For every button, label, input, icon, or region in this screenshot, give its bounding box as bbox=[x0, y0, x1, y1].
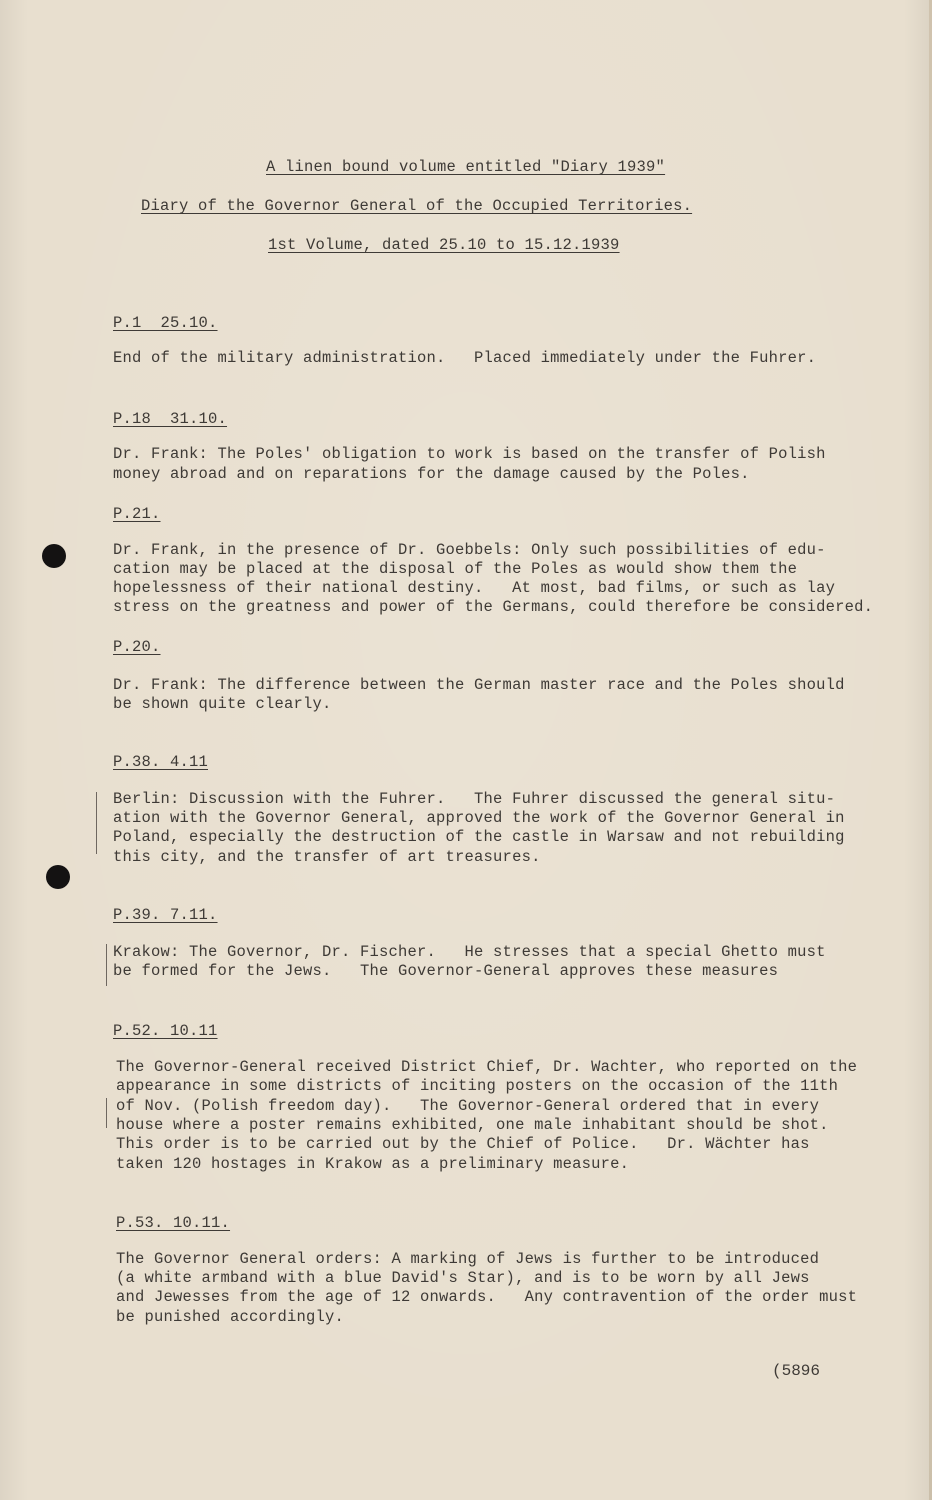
entry-ref: P.21. bbox=[113, 505, 161, 523]
entry-line: Poland, especially the destruction of the castle in Warsaw and not rebuilding bbox=[113, 828, 845, 846]
margin-mark bbox=[96, 792, 97, 854]
entry-line: this city, and the transfer of art treasures. bbox=[113, 848, 541, 866]
entry-line: be formed for the Jews. The Governor-General approves these measures bbox=[113, 962, 779, 980]
entry-line: hopelessness of their national destiny. At most, bad films, or such as lay bbox=[113, 579, 836, 597]
volume-title: A linen bound volume entitled "Diary 1939" bbox=[266, 158, 666, 176]
entry-ref: P.53. 10.11. bbox=[116, 1214, 231, 1232]
entry-line: Dr. Frank: The difference between the German master race and the Poles should bbox=[113, 676, 845, 694]
entry-line: This order is to be carried out by the Chief of Police. Dr. Wächter has bbox=[116, 1135, 810, 1153]
entry-line: house where a poster remains exhibited, one male inhabitant should be shot. bbox=[116, 1116, 829, 1134]
punch-hole-bottom bbox=[46, 865, 70, 889]
entry-line: stress on the greatness and power of the Germans, could therefore be considered. bbox=[113, 598, 874, 616]
entry-line: Dr. Frank: The Poles' obligation to work is based on the transfer of Polish bbox=[113, 445, 826, 463]
entry-line: of Nov. (Polish freedom day). The Governor-General ordered that in every bbox=[116, 1097, 820, 1115]
entry-line: The Governor-General received District Chief, Dr. Wachter, who reported on the bbox=[116, 1058, 858, 1076]
margin-mark bbox=[106, 1098, 107, 1128]
entry-line: Krakow: The Governor, Dr. Fischer. He stresses that a special Ghetto must bbox=[113, 943, 826, 961]
entry-line: The Governor General orders: A marking of Jews is further to be introduced bbox=[116, 1250, 820, 1268]
entry-line: (a white armband with a blue David's Star), and is to be worn by all Jews bbox=[116, 1269, 810, 1287]
page-number: (5896 bbox=[772, 1362, 821, 1380]
entry-line: Berlin: Discussion with the Fuhrer. The Fuhrer discussed the general situ- bbox=[113, 790, 836, 808]
entry-line: taken 120 hostages in Krakow as a preliminary measure. bbox=[116, 1155, 630, 1173]
entry-line: cation may be placed at the disposal of the Poles as would show them the bbox=[113, 560, 798, 578]
punch-hole-top bbox=[42, 544, 66, 568]
entry-ref: P.52. 10.11 bbox=[113, 1022, 218, 1040]
entry-line: money abroad and on reparations for the damage caused by the Poles. bbox=[113, 465, 750, 483]
entry-ref: P.18 31.10. bbox=[113, 410, 228, 428]
diary-title: Diary of the Governor General of the Occupied Territories. bbox=[141, 197, 693, 215]
volume-dates: 1st Volume, dated 25.10 to 15.12.1939 bbox=[268, 236, 620, 254]
entry-ref: P.38. 4.11 bbox=[113, 753, 209, 771]
entry-line: and Jewesses from the age of 12 onwards. Any contravention of the order must bbox=[116, 1288, 858, 1306]
margin-mark bbox=[106, 944, 107, 986]
entry-line: End of the military administration. Placed immediately under the Fuhrer. bbox=[113, 349, 817, 367]
entry-ref: P.1 25.10. bbox=[113, 314, 218, 332]
entry-line: ation with the Governor General, approved the work of the Governor General in bbox=[113, 809, 845, 827]
entry-ref: P.20. bbox=[113, 638, 161, 656]
entry-line: be punished accordingly. bbox=[116, 1308, 345, 1326]
entry-ref: P.39. 7.11. bbox=[113, 906, 218, 924]
entry-line: be shown quite clearly. bbox=[113, 695, 332, 713]
entry-line: Dr. Frank, in the presence of Dr. Goebbels: Only such possibilities of edu- bbox=[113, 541, 826, 559]
entry-line: appearance in some districts of inciting posters on the occasion of the 11th bbox=[116, 1077, 839, 1095]
